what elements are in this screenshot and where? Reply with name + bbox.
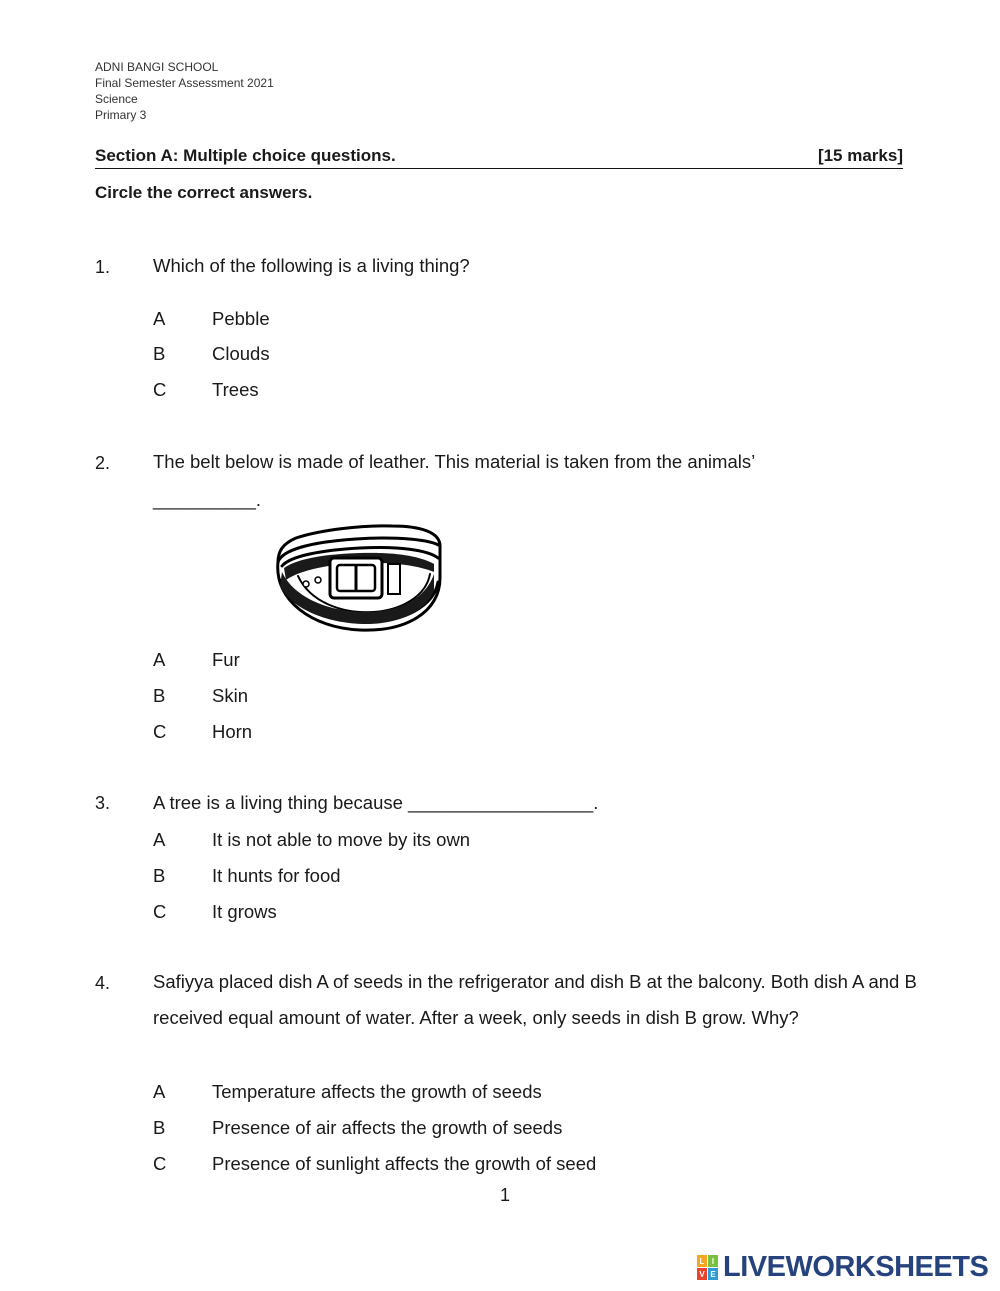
option-text[interactable]: Presence of sunlight affects the growth of seed bbox=[212, 1153, 597, 1174]
subject-name: Science bbox=[95, 92, 138, 106]
option-letter: B bbox=[153, 865, 166, 886]
section-heading bbox=[95, 146, 903, 169]
question-text-line bbox=[153, 785, 923, 821]
option-letter: A bbox=[153, 649, 166, 670]
option-letter: C bbox=[153, 721, 167, 742]
option-letter: B bbox=[153, 685, 166, 706]
option-text[interactable]: It is not able to move by its own bbox=[212, 829, 471, 850]
option-text[interactable]: Temperature affects the growth of seeds bbox=[212, 1081, 542, 1102]
instruction: Circle the correct answers. bbox=[95, 183, 313, 202]
answer-blank-line bbox=[153, 482, 923, 518]
question-text: A tree is a living thing because bbox=[153, 792, 403, 813]
question-text: The belt below is made of leather. This material is taken from the animals’ bbox=[153, 451, 756, 472]
school-name: ADNI BANGI SCHOOL bbox=[95, 60, 219, 74]
option-text[interactable]: Clouds bbox=[212, 343, 270, 364]
option-text[interactable]: Trees bbox=[212, 379, 259, 400]
option-text[interactable]: It grows bbox=[212, 901, 277, 922]
answer-blank-period: . bbox=[255, 489, 262, 510]
logo-letter: L bbox=[699, 1256, 705, 1266]
blocks-icon bbox=[697, 1255, 719, 1281]
logo-letter: I bbox=[711, 1256, 715, 1266]
option-letter: A bbox=[153, 829, 166, 850]
liveworksheets-logo[interactable] bbox=[697, 1251, 988, 1284]
question-number: 3. bbox=[95, 793, 111, 813]
option-letter: A bbox=[153, 308, 166, 329]
question-text: Safiyya placed dish A of seeds in the refrigerator and dish B at the balcony. Both dish A and B received equal amount of water. After a week, only seeds in dish B grow. Why? bbox=[153, 971, 917, 1028]
section-marks: [15 marks] bbox=[817, 146, 903, 165]
page-number: 1 bbox=[500, 1185, 511, 1205]
logo-letter: V bbox=[699, 1269, 705, 1279]
option-text[interactable]: Pebble bbox=[212, 308, 270, 329]
option-text[interactable]: It hunts for food bbox=[212, 865, 341, 886]
answer-blank: __________________ bbox=[408, 792, 594, 813]
option-letter: A bbox=[153, 1081, 166, 1102]
section-title: Section A: Multiple choice questions. bbox=[95, 146, 396, 165]
grade-name: Primary 3 bbox=[95, 108, 147, 122]
brand-name: LIVEWORKSHEETS bbox=[723, 1251, 989, 1283]
question-number: 1. bbox=[95, 257, 111, 277]
exam-name: Final Semester Assessment 2021 bbox=[95, 76, 274, 90]
option-letter: B bbox=[153, 1117, 166, 1138]
question-number: 2. bbox=[95, 453, 111, 473]
option-text[interactable]: Horn bbox=[212, 721, 253, 742]
option-letter: B bbox=[153, 343, 166, 364]
option-letter: C bbox=[153, 379, 167, 400]
option-text[interactable]: Fur bbox=[212, 649, 240, 670]
option-text[interactable]: Skin bbox=[212, 685, 248, 706]
answer-blank-period: . bbox=[593, 792, 599, 813]
option-letter: C bbox=[153, 901, 167, 922]
question-number: 4. bbox=[95, 973, 111, 993]
option-letter: C bbox=[153, 1153, 167, 1174]
option-text[interactable]: Presence of air affects the growth of seeds bbox=[212, 1117, 563, 1138]
question-text: Which of the following is a living thing? bbox=[153, 255, 470, 276]
logo-letter: E bbox=[710, 1269, 716, 1279]
answer-blank: __________ bbox=[153, 489, 256, 510]
belt-image bbox=[270, 522, 445, 634]
